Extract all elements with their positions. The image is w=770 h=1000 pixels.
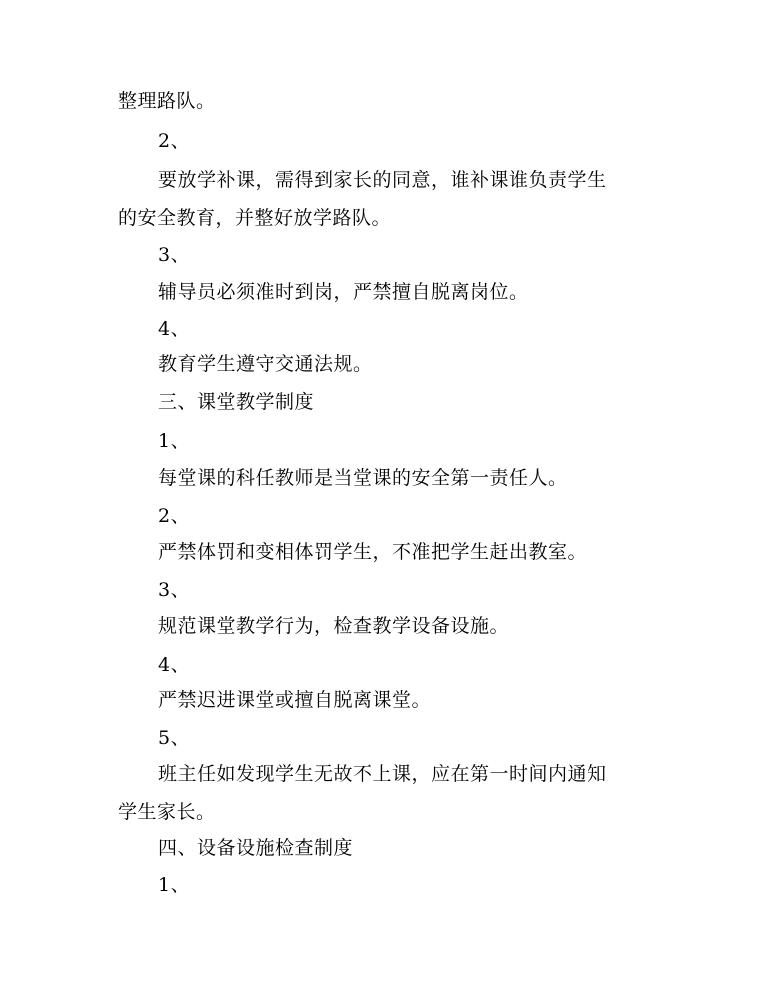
- paragraph-continuation: 整理路队。: [118, 90, 216, 112]
- list-item-text-continuation: 的安全教育，并整好放学路队。: [118, 207, 392, 229]
- list-number: 2、: [158, 505, 191, 527]
- list-item-text: 教育学生遵守交通法规。: [158, 353, 373, 375]
- list-item-text: 严禁迟进课堂或擅自脱离课堂。: [158, 689, 432, 711]
- list-number: 4、: [158, 318, 191, 340]
- list-number: 4、: [158, 654, 191, 676]
- list-number: 5、: [158, 727, 191, 749]
- list-item-text: 要放学补课，需得到家长的同意，谁补课谁负责学生: [158, 169, 607, 191]
- list-item-text: 辅导员必须准时到岗，严禁擅自脱离岗位。: [158, 281, 529, 303]
- list-item-text: 每堂课的科任教师是当堂课的安全第一责任人。: [158, 467, 568, 489]
- list-item-text: 严禁体罚和变相体罚学生，不准把学生赶出教室。: [158, 541, 588, 563]
- list-item-text-continuation: 学生家长。: [118, 801, 216, 823]
- list-item-text: 班主任如发现学生无故不上课，应在第一时间内通知: [158, 763, 607, 785]
- list-number: 3、: [158, 579, 191, 601]
- list-number: 1、: [158, 874, 191, 896]
- list-number: 1、: [158, 430, 191, 452]
- list-number: 2、: [158, 130, 191, 152]
- list-item-text: 规范课堂教学行为，检查教学设备设施。: [158, 615, 510, 637]
- list-number: 3、: [158, 244, 191, 266]
- section-heading: 四、设备设施检查制度: [158, 837, 354, 859]
- section-heading: 三、课堂教学制度: [158, 391, 315, 413]
